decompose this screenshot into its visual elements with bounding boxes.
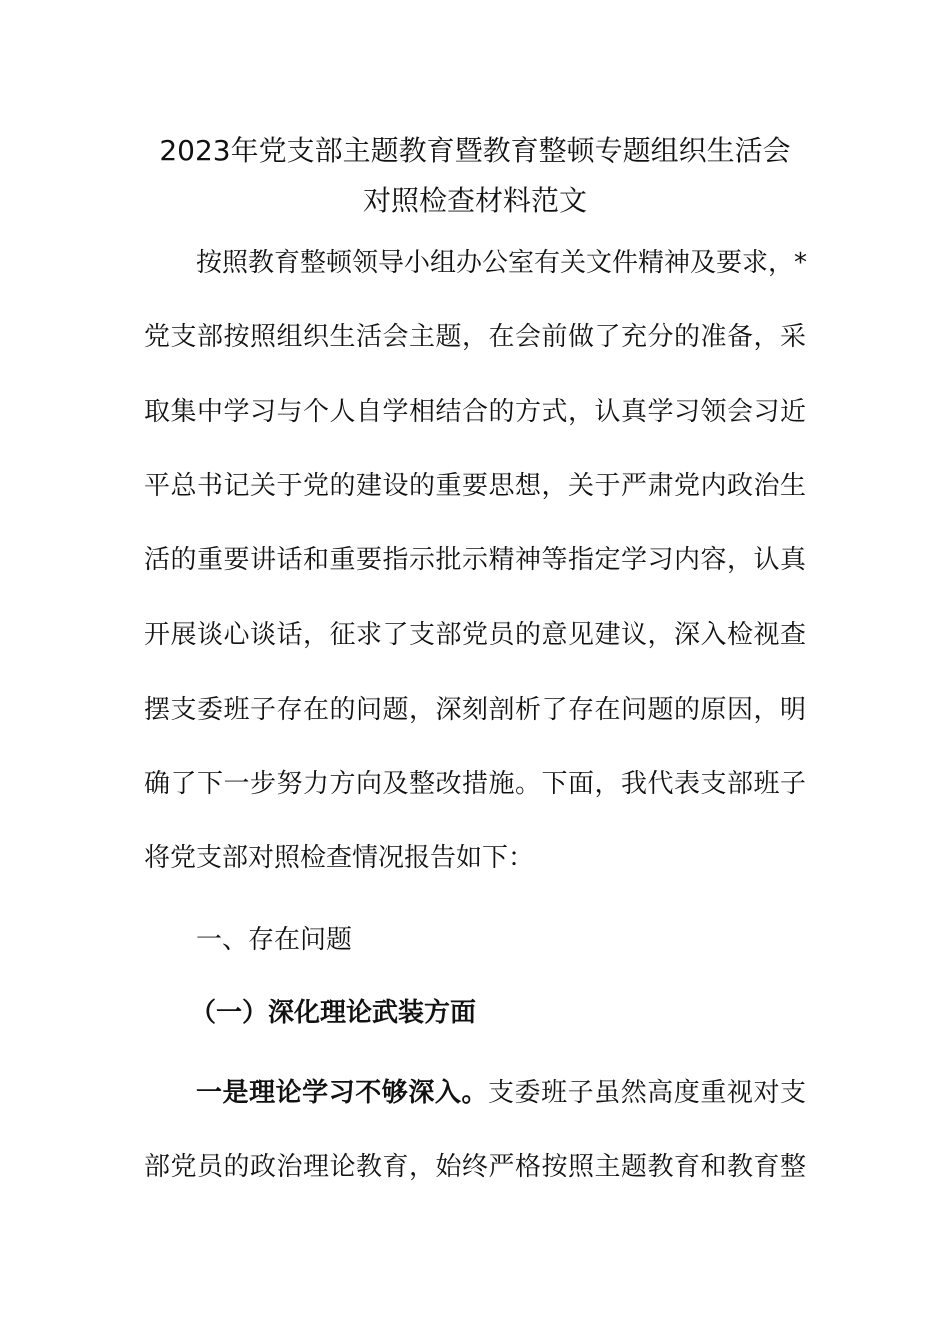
point-paragraph-line: 部党员的政治理论教育，始终严格按照主题教育和教育整 — [144, 1152, 806, 1182]
intro-paragraph-line: 将党支部对照检查情况报告如下： — [144, 843, 535, 873]
intro-paragraph-line: 活的重要讲话和重要指示批示精神等指定学习内容，认真 — [144, 545, 806, 575]
intro-paragraph-line: 开展谈心谈话，征求了支部党员的意见建议，深入检视查 — [144, 620, 806, 650]
intro-paragraph-line: 摆支委班子存在的问题，深刻剖析了存在问题的原因，明 — [144, 695, 806, 725]
intro-paragraph-line: 按照教育整顿领导小组办公室有关文件精神及要求，* — [196, 248, 808, 278]
point-lead-text: 支委班子虽然高度重视对支 — [488, 1078, 806, 1108]
intro-paragraph-line: 确了下一步努力方向及整改措施。下面，我代表支部班子 — [144, 769, 806, 799]
document-title-line-1: 2023年党支部主题教育暨教育整顿专题组织生活会 — [159, 134, 791, 167]
intro-paragraph-line: 取集中学习与个人自学相结合的方式，认真学习领会习近 — [144, 397, 806, 427]
subsection-heading: （一）深化理论武装方面 — [190, 998, 477, 1028]
intro-paragraph-line: 平总书记关于党的建设的重要思想，关于严肃党内政治生 — [144, 471, 806, 501]
section-heading: 一、存在问题 — [196, 925, 353, 955]
intro-paragraph-line: 党支部按照组织生活会主题，在会前做了充分的准备，采 — [144, 322, 806, 352]
point-lead-bold: 一是理论学习不够深入。 — [196, 1078, 488, 1108]
point-paragraph-line — [196, 1075, 806, 1111]
document-title-line-2: 对照检查材料范文 — [362, 184, 587, 217]
